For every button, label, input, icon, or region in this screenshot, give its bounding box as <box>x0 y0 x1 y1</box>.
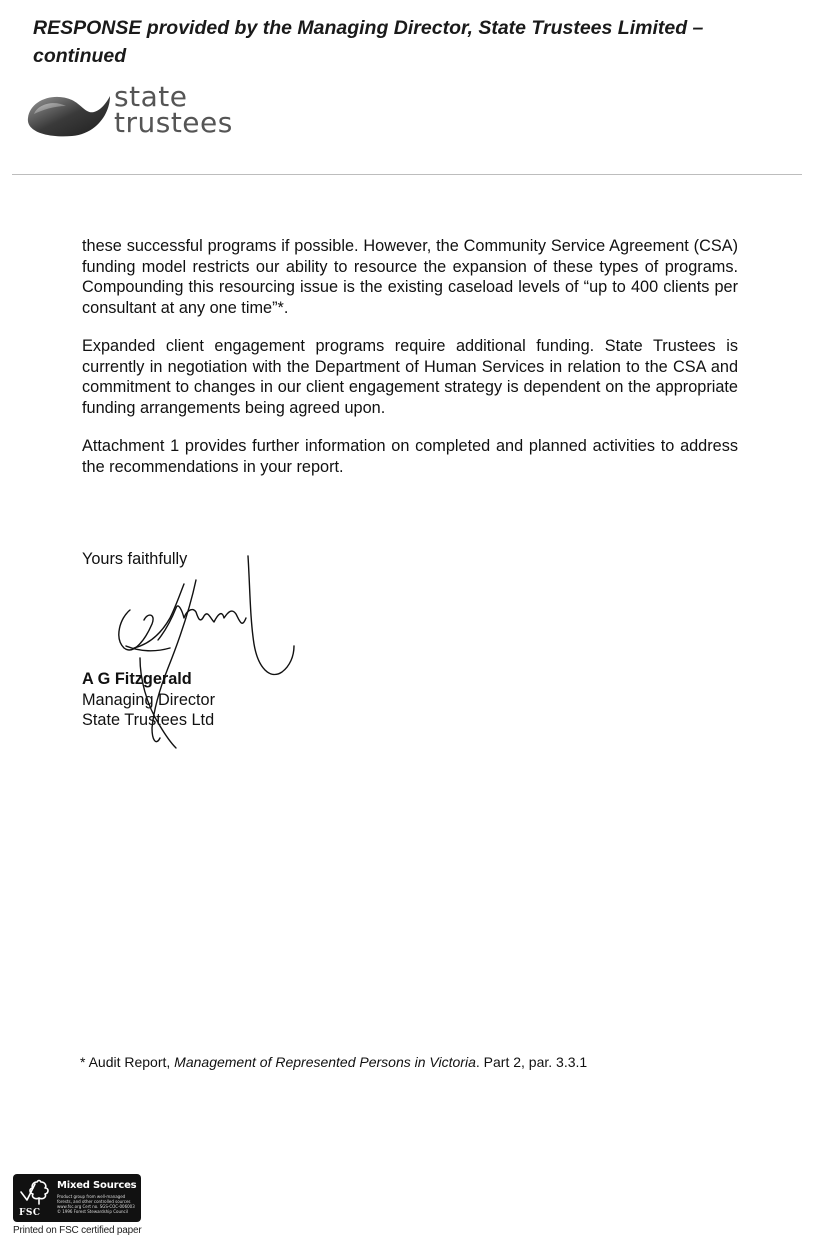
footnote-report-title: Management of Represented Persons in Victoria <box>174 1054 476 1070</box>
state-trustees-logo <box>24 80 264 146</box>
fsc-logo <box>13 1174 141 1222</box>
footnote <box>80 1054 587 1070</box>
closing-salutation: Yours faithfully <box>82 550 188 568</box>
signatory-position: Managing Director <box>82 690 216 709</box>
body-paragraph-1: these successful programs if possible. However, the Community Service Agreement (CSA) funding model restricts our ability to resource the expansion of these types of programs. Compounding this resourcing issue is the existing caseload levels of “up to 400 clients per consultant at any one time”*. <box>82 237 738 317</box>
signatory-name: A G Fitzgerald <box>82 670 192 688</box>
fsc-caption: Printed on FSC certified paper <box>13 1225 142 1236</box>
signatory-organisation: State Trustees Ltd <box>82 711 215 729</box>
fsc-tree-check-icon <box>19 1178 51 1206</box>
footnote-prefix: * Audit Report, <box>80 1054 175 1070</box>
fsc-heading: Mixed Sources <box>57 1180 137 1191</box>
logo-text-state: state <box>114 80 188 113</box>
signatory-block <box>82 669 215 731</box>
logo-swoosh-icon <box>24 88 112 142</box>
fsc-small-print: Product group from well-managed forests, and other controlled sources www.fsc.org Cert no. SGS-COC-006003 © 1996 Forest Stewardship Council <box>57 1194 135 1214</box>
header-divider <box>12 174 802 175</box>
body-paragraph-2: Expanded client engagement programs require additional funding. State Trustees is currently in negotiation with the Department of Human Services in relation to the CSA and commitment to changes in our client engagement strategy is dependent on the appropriate funding arrangements being agreed upon. <box>82 337 738 417</box>
body-paragraph-3: Attachment 1 provides further information on completed and planned activities to address the recommendations in your report. <box>82 437 738 476</box>
logo-text-trustees: trustees <box>114 106 233 139</box>
page-heading: RESPONSE provided by the Managing Director, State Trustees Limited – continued <box>33 17 704 67</box>
fsc-label: FSC <box>19 1208 41 1218</box>
footnote-suffix: . Part 2, par. 3.3.1 <box>475 1054 588 1070</box>
letter-body <box>82 236 738 495</box>
